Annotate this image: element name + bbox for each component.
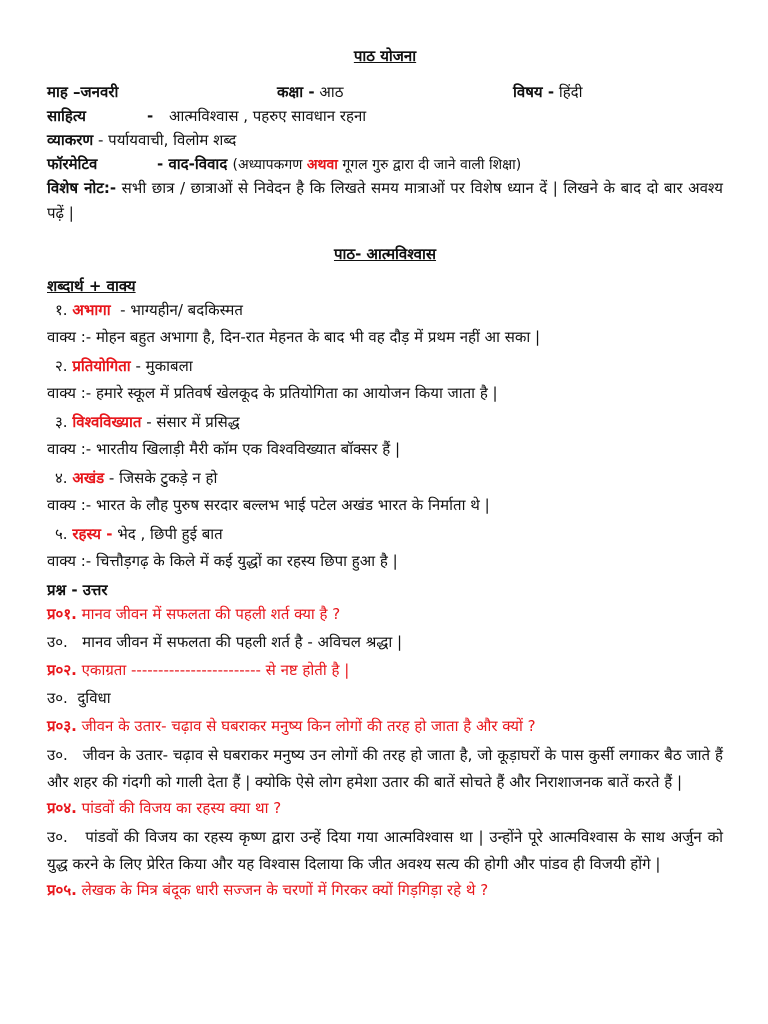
question (47, 714, 723, 742)
question-text: जीवन के उतार- चढ़ाव से घबराकर मनुष्य किन लोगों की तरह हो जाता है और क्यों ? (81, 717, 536, 735)
month-value: जनवरी (80, 83, 119, 101)
answer-text: पांडवों की विजय का रहस्य कृष्ण द्वारा उन्हें दिया गया आत्मविश्वास था | उन्होंने पूरे आत्मविश्वास के साथ अर्जुन को युद्ध करने के लिए प्रेरित किया और यह विश्वास दिलाया कि जीत अवश्य सत्य की होगी और पांडव ही विजयी होंगे | (47, 828, 723, 873)
vyakaran-label: व्याकरण (47, 131, 94, 149)
question (47, 602, 723, 630)
answer (47, 742, 723, 796)
formative-row-content (157, 152, 521, 177)
vocab-meaning: - मुकाबला (135, 357, 193, 375)
question-text: लेखक के मित्र बंदूक धारी सज्जन के चरणों में गिरकर क्यों गिड़गिड़ा रहे थे ? (81, 881, 489, 899)
answer (47, 686, 723, 714)
class-label: कक्षा - (277, 83, 315, 101)
vocab-num: ४. (55, 469, 68, 487)
formative-paren-rest: गूगल गुरु द्वारा दी जाने वाली शिक्षा) (337, 157, 522, 173)
answer-num: उ०. (47, 689, 68, 707)
formative-value: - वाद-विवाद (157, 155, 228, 173)
answer-text: जीवन के उतार- चढ़ाव से घबराकर मनुष्य उन लोगों की तरह हो जाता है, जो कूड़ाघरों के पास कुर्सी लगाकर बैठ जाते हैं और शहर की गंदगी को गाली देता हैं | क्योकि ऐसे लोग हमेशा उतार की बातें सोचते हैं और निराशाजनक बातें करते हैं | (47, 746, 723, 791)
athva-word: अथवा (306, 157, 338, 173)
special-note-text: सभी छात्र / छात्राओं से निवेदन है कि लिखते समय मात्राओं पर विशेष ध्यान दें | लिखने के बाद दो बार अवश्य पढ़ें | (47, 179, 723, 222)
vocab-sentence: वाक्य :- भारतीय खिलाड़ी मैरी कॉम एक विश्वविख्यात बॉक्सर हैं | (47, 440, 401, 458)
vocab-item (47, 410, 723, 437)
answer-num: उ०. (47, 633, 68, 651)
vocab-list (47, 298, 723, 578)
question-num: प्र०४. (47, 799, 77, 817)
plan-title: पाठ योजना (353, 47, 417, 65)
vocab-item (47, 354, 723, 381)
vyakaran-row (47, 128, 723, 152)
question-num: प्र०३. (47, 717, 77, 735)
question (47, 878, 723, 906)
question-text: पांडवों की विजय का रहस्य क्या था ? (81, 799, 282, 817)
vocab-item (47, 522, 723, 549)
vocab-meaning: - जिसके टुकड़े न हो (108, 469, 218, 487)
vocab-item (47, 466, 723, 493)
subject-field (513, 80, 583, 104)
vocab-heading: शब्दार्थ + वाक्य (47, 277, 136, 295)
formative-paren-open: (अध्यापकगण (232, 157, 307, 173)
month-label: माह – (47, 83, 81, 101)
sahitya-row (47, 104, 723, 128)
vocab-item (47, 298, 723, 325)
subject-value: हिंदी (558, 83, 583, 101)
vocab-num: २. (55, 357, 68, 375)
vocab-word: अखंड (72, 469, 105, 487)
subject-label: विषय - (513, 83, 555, 101)
vocab-num: १. (55, 301, 68, 319)
formative-row (47, 152, 723, 176)
qa-list (47, 602, 723, 906)
question-text: मानव जीवन में सफलता की पहली शर्त क्या है ? (81, 605, 341, 623)
vocab-word: रहस्य - (72, 525, 113, 543)
vocab-meaning: भेद , छिपी हुई बात (117, 525, 223, 543)
vocab-sentence: वाक्य :- भारत के लौह पुरुष सरदार बल्लभ भाई पटेल अखंड भारत के निर्माता थे | (47, 496, 490, 514)
vyakaran-value: - पर्यायवाची, विलोम शब्द (98, 131, 237, 149)
vocab-meaning: - संसार में प्रसिद्ध (146, 413, 240, 431)
question-text: एकाग्रता ------------------------ से नष्ट होती है | (81, 661, 350, 679)
qa-heading: प्रश्न - उत्तर (47, 581, 108, 599)
vocab-word: प्रतियोगिता (72, 357, 131, 375)
formative-label: फॉरमेटिव (47, 155, 98, 173)
vocab-word: विश्वविख्यात (72, 413, 142, 431)
vocab-sentence: वाक्य :- मोहन बहुत अभागा है, दिन-रात मेहनत के बाद भी वह दौड़ में प्रथम नहीं आ सका | (47, 328, 541, 346)
question-num: प्र०२. (47, 661, 77, 679)
class-field (277, 80, 343, 104)
answer-num: उ०. (47, 828, 68, 846)
question-num: प्र०५. (47, 881, 77, 899)
vocab-num: ५. (55, 525, 68, 543)
question (47, 658, 723, 686)
question-num: प्र०१. (47, 605, 77, 623)
meta-row (47, 80, 723, 104)
document-page (47, 44, 723, 906)
answer-text: मानव जीवन में सफलता की पहली शर्त है - अविचल श्रद्धा | (82, 633, 403, 651)
answer (47, 630, 723, 658)
special-note (47, 176, 723, 226)
sahitya-value: आत्मविश्वास , पहरुए सावधान रहना (169, 107, 367, 125)
vocab-sentence: वाक्य :- हमारे स्कूल में प्रतिवर्ष खेलकूद के प्रतियोगिता का आयोजन किया जाता है | (47, 384, 498, 402)
vocab-num: ३. (55, 413, 68, 431)
month-field (47, 80, 118, 104)
sahitya-label: साहित्य (47, 107, 86, 125)
answer (47, 824, 723, 878)
vocab-sentence: वाक्य :- चित्तौड़गढ़ के किले में कई युद्धों का रहस्य छिपा हुआ है | (47, 552, 398, 570)
answer-num: उ०. (47, 746, 68, 764)
vocab-word: अभागा (72, 301, 111, 319)
formative-note (233, 157, 522, 173)
sahitya-dash: - (147, 107, 154, 125)
class-value: आठ (319, 83, 344, 101)
answer-text: दुविधा (77, 689, 111, 707)
lesson-title: पाठ- आत्मविश्वास (333, 245, 437, 263)
special-note-label: विशेष नोट:- (47, 179, 117, 197)
vocab-meaning: - भाग्यहीन/ बदकिस्मत (120, 301, 243, 319)
question (47, 796, 723, 824)
